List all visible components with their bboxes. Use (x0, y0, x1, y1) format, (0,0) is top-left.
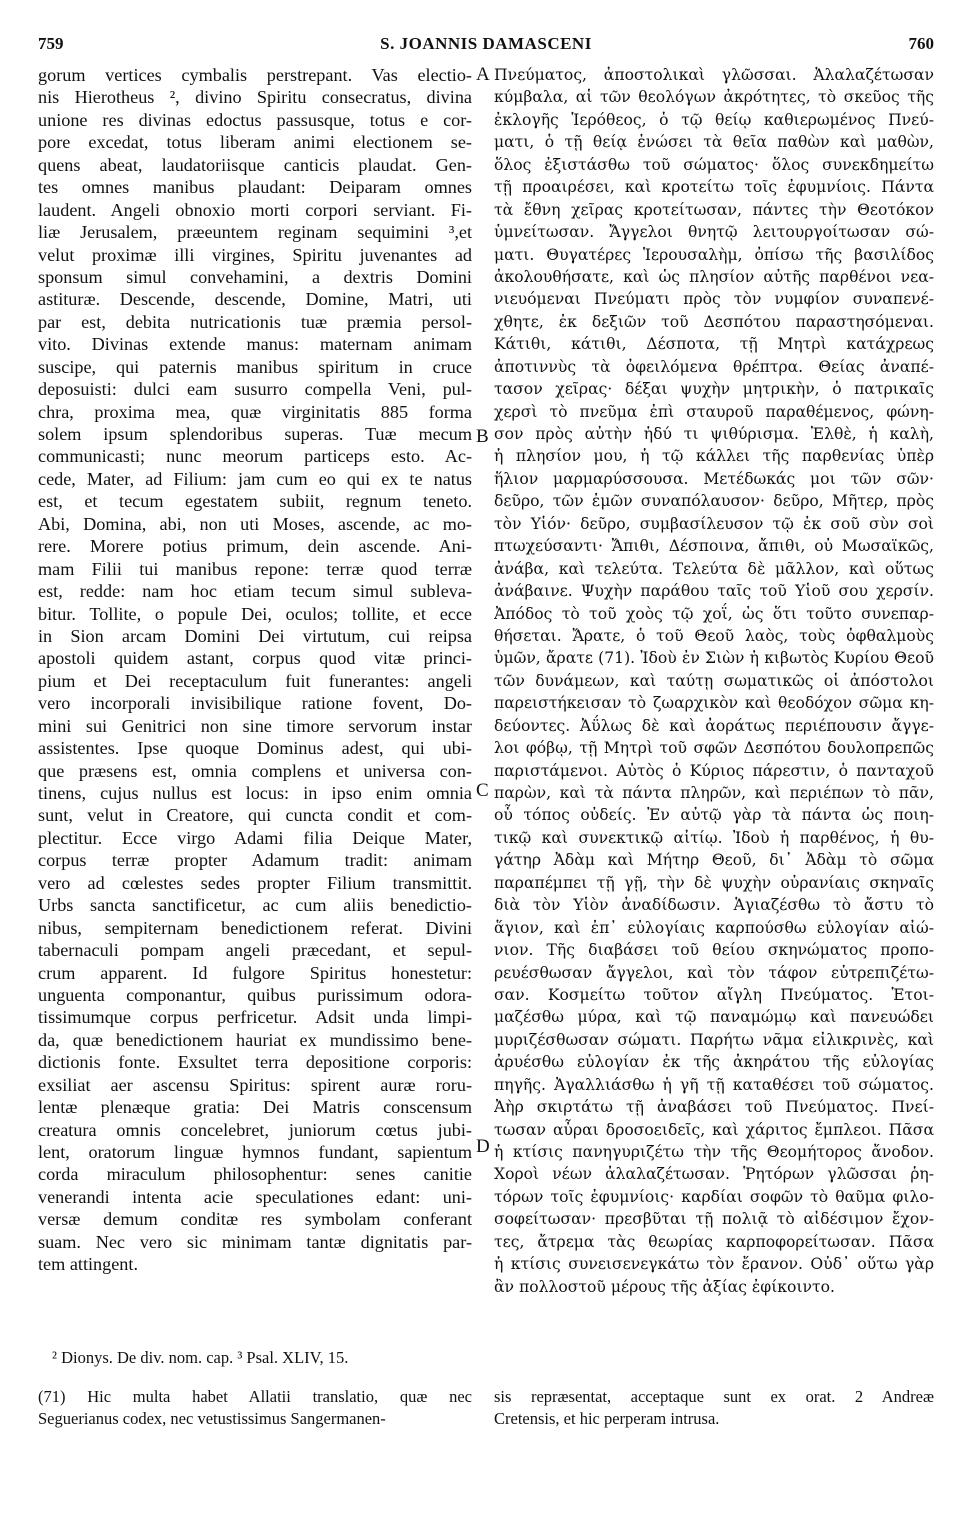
greek-text-line: δεύοντες. Ἀΰλως δὲ καὶ ἀοράτως περιέπουσιν ἄγγε- (494, 716, 934, 735)
latin-text-line: nis Hierotheus ², divino Spiritu consecratus, divina (38, 87, 472, 108)
latin-text-line: da, quæ benedictionem hauriat ex mundissimo bene- (38, 1029, 472, 1050)
latin-text-line: solem ipsum splendoribus superas. Tuæ mecum (38, 424, 472, 444)
greek-text-line: ἀνάβα, καὶ τελεύτα. Τελεύτα δὲ μᾶλλον, καὶ οὕτως (494, 559, 934, 578)
greek-text-line: διὰ τὸν Υἱὸν ἀναδίδωσιν. Ἁγιαζέσθω τὸ ἄστυ τὸ (494, 896, 934, 915)
greek-text-line: μυριζέσθωσαν σώματι. Παρήτω νᾶμα εἰλικρινὲς, καὶ (494, 1030, 934, 1049)
greek-text-line: ἡ κτίσις συνεισενεγκάτω τὸν ἔρανον. Οὐδ᾽ οὕτω γὰρ (494, 1255, 934, 1274)
footnote-references: ² Dionys. De div. nom. cap. ³ Psal. XLIV, 15. (52, 1348, 349, 1367)
footnote-line: sis repræsentat, acceptaque sunt ex orat. 2 Andreæ (494, 1387, 934, 1406)
running-title: S. JOANNIS DAMASCENI (380, 34, 592, 53)
greek-text-line: Ἀὴρ σκιρτάτω τῇ ἀναβάσει τοῦ Πνεύματος. Πνεί- (494, 1098, 934, 1117)
latin-text-line: tinens, cujus nullus est locus: in ipso enim omnia (38, 783, 472, 803)
latin-text-line: Abi, Domina, abi, non uti Moses, ascende, ac mo- (38, 513, 472, 534)
latin-text-line: tissimumque corpus perfricetur. Adsit unda limpi- (38, 1007, 472, 1028)
greek-text-line: τωσαν αὖραι δροσοειδεῖς, καὶ χάριτος ἔμπλεοι. Πᾶσα (494, 1120, 934, 1139)
page-number-left: 759 (38, 34, 64, 53)
footnote-line: Seguerianus codex, nec vetustissimus Sangermanen- (38, 1409, 386, 1428)
greek-text-line: ἅγιον, καὶ ἐπ᾽ εὐλογίαις καρπούσθω εὐλογίαν αἰώ- (494, 918, 934, 937)
latin-text-line: unione res divinas edoctus passusque, totus e cor- (38, 109, 472, 130)
greek-text-line: Πνεύματος, ἀποστολικαὶ γλῶσσαι. Ἀλαλαζέτωσαν (494, 66, 934, 84)
greek-text-line: ὑμῶν, ἄρατε (71). Ἰδοὺ ἐν Σιὼν ἡ κιβωτὸς Κυρίου Θεοῦ (494, 649, 934, 668)
greek-text-line: τες, ἄτρεμα τὰς θεωρίας καρποφορείτωσαν. Πᾶσα (494, 1232, 934, 1251)
greek-text-line: τικῷ καὶ συνεκτικῷ αἰτίῳ. Ἰδοὺ ἡ παρθένος, ἡ θυ- (494, 828, 934, 847)
latin-text-line: pium et Dei receptaculum fuit funerantes: angeli (38, 670, 472, 691)
latin-text-line: suam. Nec vero sic minimam tantæ dignitatis par- (38, 1231, 472, 1252)
latin-text-line: lent, oratorum linguæ hymnos fundant, sapientum (38, 1142, 472, 1162)
greek-text-line: σοφείτωσαν· πρεσβῦται τῇ πολιᾷ τὸ αἰδέσιμον ἔχον- (494, 1210, 934, 1229)
greek-text-line: παρειστήκεισαν τὸ ζωαρχικὸν καὶ θεοδόχον σῶμα κη- (494, 694, 934, 713)
greek-text-line: ὅλος ἐξιστάσθω τοῦ σώματος· ὅλος συνεκδημείτω (494, 155, 934, 174)
greek-text-line: ματι, ὁ τῇ θείᾳ ἑνώσει τὰ θεῖα παθὼν καὶ μαθὼν, (494, 133, 934, 152)
latin-text-line: rere. Morere potius primum, dein ascende. Ani- (38, 536, 472, 557)
greek-text-line: τῇ προαιρέσει, καὶ κροτείτω τοῖς ἐφυμνίοις. Πάντα (494, 178, 934, 197)
greek-text-line: ἀνάβαινε. Ψυχὴν παράθου ταῖς τοῦ Υἱοῦ σου χερσίν. (494, 582, 934, 601)
latin-text-line: vito. Divinas extende manus: maternam animam (38, 334, 472, 355)
latin-text-line: bitur. Tollite, o popule Dei, oculos; tollite, et ecce (38, 603, 472, 624)
greek-text-line: ἀκολουθήσατε, καὶ ὡς πλησίον αὐτῆς παρθένοι νεα- (494, 267, 934, 286)
greek-text-line: χθητε, ἐκ δεξιῶν τοῦ Δεσπότου παραστησόμεναι. (494, 312, 934, 331)
latin-text-line: est, redde: nam hoc etiam tecum simul subleva- (38, 581, 472, 602)
latin-text-line: tes omnes manibus plaudant: Deiparam omnes (38, 177, 472, 198)
greek-text-line: ἡ κτίσις πανηγυριζέτω τὴν τῆς Θεομήτορος ἄνοδον. (494, 1143, 934, 1161)
latin-text-line: Urbs sancta sanctificetur, ac cum aliis benedictio- (38, 895, 472, 916)
greek-text-line: ρευέσθωσαν ἄγγελοι, καὶ τὸν τάφον εὐτρεπιζέτω- (494, 963, 934, 982)
footnote-line: Cretensis, et hic perperam intrusa. (494, 1409, 720, 1428)
greek-text-line: Κάτιθι, κάτιθι, Δέσποτα, τῇ Μητρὶ κατάχρεως (494, 335, 934, 354)
greek-text-line: οὗ τόπος οὐδείς. Ἐν αὐτῷ γὰρ τὰ πάντα ὡς ποιη- (494, 806, 934, 825)
greek-text-line: ἡ πλησίον μου, ἡ τῷ κάλλει τῆς παρθενίας ὑπὲρ (494, 447, 934, 466)
latin-text-line: mini sui Genitrici non sine timore servorum instar (38, 715, 472, 736)
greek-text-line: δεῦρο, τῶν ἐμῶν συναπόλαυσον· δεῦρο, Μῆτερ, πρὸς (494, 492, 934, 511)
latin-text-line: cede, Mater, ad Filium: jam cum eo qui ex te natus (38, 468, 472, 489)
greek-text-line: σαν. Κοσμείτω τοῦτον αἴγλη Πνεύματος. Ἑτοι- (494, 985, 934, 1004)
latin-text-line: tabernaculi pompam angeli præcedant, et sepul- (38, 940, 472, 961)
greek-text-line: νιον. Τῆς διαβάσει τοῦ θείου σκηνώματος προπο- (494, 941, 934, 960)
latin-text-line: assistentes. Ipse quoque Dominus adest, qui ubi- (38, 738, 472, 759)
greek-text-line: τασον χεῖρας· δέξαι ψυχὴν μητρικὴν, ὁ πατρικαῖς (494, 380, 934, 399)
latin-text-line: versæ demum conditæ res symbolam conferant (38, 1209, 472, 1230)
greek-text-line: νιευόμεναι Πνεύματι πρὸς τὸν νυμφίον συναπενέ- (494, 290, 934, 309)
latin-text-line: quens abeat, laudatoriisque canticis plaudat. Gen- (38, 154, 472, 175)
latin-column (38, 64, 472, 1276)
latin-text-line: suscipe, qui paternis manibus spiritum in cruce (38, 356, 472, 377)
greek-text-line: Ἀπόδος τὸ τοῦ χοὸς τῷ χοΐ, ὡς ὅτι τοῦτο συνεπαρ- (494, 604, 934, 623)
latin-text-line: liæ Jerusalem, præeuntem reginam sequimini ³,et (38, 222, 472, 243)
greek-text-line: παρὼν, καὶ τὰ πάντα πληρῶν, καὶ περιέπων τὸ πᾶν, (494, 784, 934, 802)
latin-text-line: plectitur. Ecce virgo Adami filia Deique Mater, (38, 827, 472, 848)
latin-text-line: astituræ. Descende, descende, Domine, Matri, uti (38, 289, 472, 310)
section-marker-b: B (476, 426, 489, 447)
section-marker-d: D (476, 1136, 490, 1157)
greek-text-line: θήσεται. Ἄρατε, ὁ τοῦ Θεοῦ λαὸς, τοὺς ὀφθαλμοὺς (494, 626, 934, 645)
latin-text-line: vero ad cœlestes sedes propter Filium transmittit. (38, 872, 472, 893)
greek-text-line: ἥλιον μαρμαρύσσουσα. Μετέδωκάς μοι τῶν σῶν· (494, 469, 934, 488)
footnote-71-right (494, 1386, 934, 1430)
greek-text-line: ἐκλογῆς Ἱερόθεος, ὁ τῷ θείῳ καθιερωμένος Πνεύ- (494, 110, 934, 129)
running-header (38, 34, 934, 60)
greek-text-line: τὰ ἔθνη χεῖρας κροτείτωσαν, πάντες τὴν Θεοτόκον (494, 200, 934, 219)
latin-text-line: nibus, sempiternam benedictionem referat. Divini (38, 917, 472, 938)
latin-text-line: corpus terræ propter Adamum tradit: animam (38, 850, 472, 871)
greek-text-line: παριστάμενοι. Αὐτὸς ὁ Κύριος πάρεστιν, ὁ πανταχοῦ (494, 761, 934, 780)
latin-text-line: que præsens est, omnia complens et universa con- (38, 760, 472, 781)
latin-text-line: creatura omnis concelebret, juniorum cœtus jubi- (38, 1119, 472, 1140)
latin-text-line: par est, debita nutricationis tuæ præmia persol- (38, 311, 472, 332)
greek-text-line: τὸν Υἱόν· δεῦρο, συμβασίλευσον τῷ ἐκ σοῦ σὺν σοὶ (494, 514, 934, 533)
footnote-line: (71) Hic multa habet Allatii translatio, quæ nec (38, 1387, 472, 1406)
latin-text-line: crum apparent. Id fulgore Spiritus honestetur: (38, 962, 472, 983)
latin-text-line: dictionis fonte. Exsultet terra depositione corporis: (38, 1052, 472, 1073)
latin-text-line: unguenta componantur, quibus purissimum odora- (38, 984, 472, 1005)
latin-text-line: lentæ plenæque gratia: Dei Matris conscensum (38, 1097, 472, 1118)
latin-text-line: venerandi intenta acie speculationes edant: uni- (38, 1186, 472, 1207)
greek-text-line: χερσὶ τὸ πνεῦμα ἐπὶ σταυροῦ παραθέμενος, φώνη- (494, 402, 934, 421)
section-marker-c: C (476, 780, 489, 801)
latin-text-line: tem attingent. (38, 1254, 139, 1275)
greek-text-line: γάτηρ Ἀδὰμ καὶ Μήτηρ Θεοῦ, δι᾽ Ἀδὰμ τὸ σῶμα (494, 851, 934, 870)
greek-text-line: τόρων τοῖς ἐφυμνίοις· καρδίαι σοφῶν τὸ θαῦμα φιλο- (494, 1187, 934, 1206)
greek-text-line: λοι φόβῳ, τῇ Μητρὶ τοῦ σφῶν Δεσπότου δουλοπρεπῶς (494, 739, 934, 758)
greek-text-line: ἂν πολλοστοῦ μέρους τῆς ἀξίας ἐφίκοιντο. (494, 1277, 836, 1296)
greek-text-line: πτωχεύσαντι· Ἄπιθι, Δέσποινα, ἄπιθι, οὐ Μωσαϊκῶς, (494, 537, 934, 556)
page-number-right: 760 (908, 34, 934, 53)
latin-text-line: mam Filii tui manibus repone: terræ quod terræ (38, 558, 472, 579)
greek-column (494, 64, 934, 1298)
latin-text-line: velut proximæ illi virgines, Spiritu juvenantes ad (38, 244, 472, 265)
latin-text-line: pore excedat, totus liberam animi electionem se- (38, 132, 472, 153)
latin-text-line: deposuisti: dulci eam susurro compella Veni, pul- (38, 379, 472, 400)
latin-text-line: apostoli quidem astant, corpus quod vitæ princi- (38, 648, 472, 669)
greek-text-line: κύμβαλα, αἱ τῶν θεολόγων ἀκρότητες, τὸ σκεῦος τῆς (494, 88, 934, 107)
greek-text-line: τῶν δυνάμεων, καὶ ταύτῃ σωματικῶς οἱ ἀπόστολοι (494, 671, 934, 690)
latin-text-line: vero incorporali invisibilique ratione fovent, Do- (38, 693, 472, 714)
latin-text-line: exsiliat aer ascensu Spiritus: spirent auræ roru- (38, 1074, 472, 1095)
greek-text-line: ὑμνείτωσαν. Ἄγγελοι θνητῷ λειτουργοίτωσαν σώ- (494, 223, 934, 242)
latin-text-line: est, et tecum egestatem subiit, regnum teneto. (38, 491, 472, 512)
greek-text-line: παραπέμπει τῇ γῇ, τὴν δὲ ψυχὴν οὐρανίαις σκηναῖς (494, 873, 934, 892)
latin-text-line: gorum vertices cymbalis perstrepant. Vas electio- (38, 65, 472, 85)
section-marker-a: A (476, 64, 490, 85)
latin-text-line: chra, proxima mea, quæ virginitatis 885 forma (38, 401, 472, 422)
greek-text-line: ματι. Θυγατέρες Ἱερουσαλὴμ, ὀπίσω τῆς βασιλίδος (494, 245, 934, 264)
greek-text-line: μαζέσθω μύρα, καὶ τῷ παναμώμῳ καὶ πανευώδει (494, 1008, 934, 1027)
greek-text-line: σον πρὸς αὐτὴν ἡδύ τι ψιθύρισμα. Ἐλθὲ, ἡ καλὴ, (494, 425, 934, 443)
footnote-71-left (38, 1386, 472, 1430)
greek-text-line: ἀποτιννὺς τὰ ὀφειλόμενα θρέπτρα. Θείας ἀναπέ- (494, 357, 934, 376)
latin-text-line: communicasti; nunc meorum particeps esto. Ac- (38, 446, 472, 467)
latin-text-line: laudent. Angeli obnoxio morti corpori serviant. Fi- (38, 199, 472, 220)
latin-text-line: sponsum simul convehamini, a dextris Domini (38, 266, 472, 287)
latin-text-line: sunt, velut in Creatore, qui cuncta condit et com- (38, 805, 472, 826)
greek-text-line: πηγῆς. Ἀγαλλιάσθω ἡ γῆ τῇ καταθέσει τοῦ σώματος. (494, 1075, 934, 1094)
latin-text-line: corda miraculum philosophentur: senes canitie (38, 1164, 472, 1185)
latin-text-line: in Sion arcam Domini Dei virtutum, cui reipsa (38, 625, 472, 646)
greek-text-line: Χοροὶ νέων ἀλαλαζέτωσαν. Ῥητόρων γλῶσσαι ῥη- (494, 1165, 934, 1184)
greek-text-line: ἀρυέσθω εὐλογίαν ἐκ τῆς ἀκηράτου τῆς εὐλογίας (494, 1053, 934, 1072)
